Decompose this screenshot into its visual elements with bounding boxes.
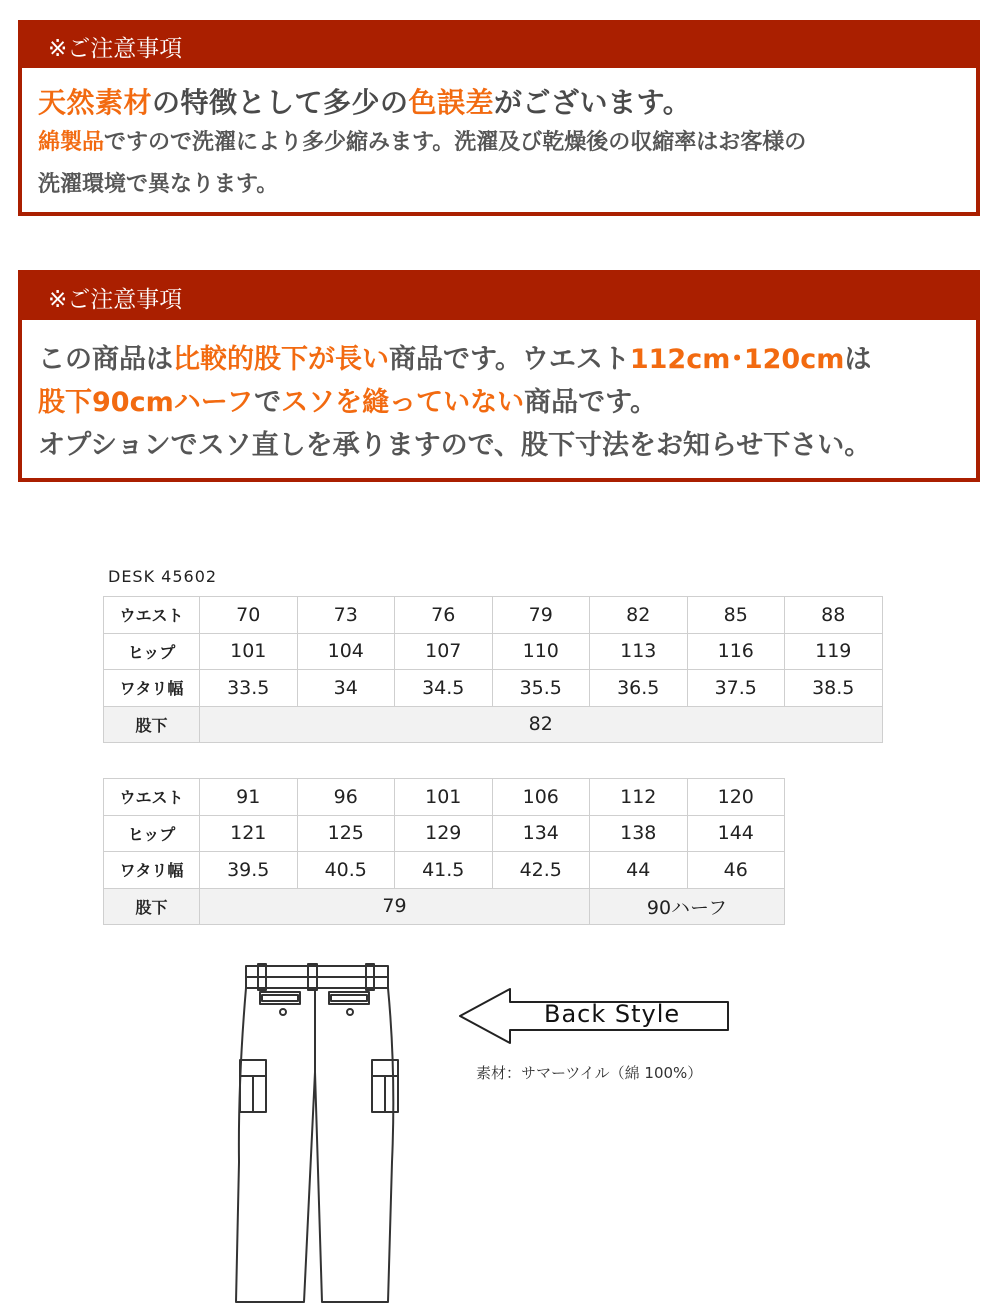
table-cell: 85	[687, 597, 785, 634]
model-number: DESK 45602	[108, 567, 218, 586]
table-row	[104, 706, 883, 742]
row-label: ワタリ幅	[104, 670, 200, 707]
back-style-label: Back Style	[544, 1000, 681, 1028]
table-cell: 120	[687, 779, 785, 816]
table-row	[104, 597, 883, 634]
table-cell: 79	[200, 888, 590, 924]
table-cell: 38.5	[785, 670, 883, 707]
row-label: ワタリ幅	[104, 852, 200, 889]
highlight-text: 112cm･120cm	[629, 344, 845, 375]
table-cell: 40.5	[297, 852, 395, 889]
row-label: ヒップ	[104, 815, 200, 852]
notice-box-material	[18, 20, 980, 216]
table-cell: 33.5	[200, 670, 298, 707]
notice-text: は	[844, 344, 872, 375]
table-cell: 125	[297, 815, 395, 852]
table-cell: 110	[492, 633, 590, 670]
notice-line	[38, 84, 976, 122]
notice-line	[38, 338, 976, 381]
notice-text: ですので洗濯により多少縮みます。洗濯及び乾燥後の収縮率はお客様の	[104, 130, 807, 155]
table-cell: 36.5	[590, 670, 688, 707]
table-row	[104, 852, 785, 889]
table-row	[104, 670, 883, 707]
table-cell: 88	[785, 597, 883, 634]
notice-box-inseam	[18, 270, 980, 482]
notice-text: の特徴として多少の	[152, 86, 409, 119]
row-label: 股下	[104, 888, 200, 924]
notice-heading: ※ご注意事項	[22, 274, 976, 320]
table-cell: 76	[395, 597, 493, 634]
row-label: ヒップ	[104, 633, 200, 670]
table-cell: 82	[200, 706, 883, 742]
table-cell: 46	[687, 852, 785, 889]
notice-line: オプションでスソ直しを承りますので、股下寸法をお知らせ下さい。	[38, 430, 872, 461]
highlight-text: 股下90cmハーフ	[38, 387, 255, 418]
table-row	[104, 779, 785, 816]
table-cell: 44	[590, 852, 688, 889]
notice-text: 商品です。ウエスト	[389, 344, 630, 375]
notice-line: 洗濯環境で異なります。	[38, 172, 279, 197]
pants-back-illustration	[226, 962, 406, 1308]
size-table-2	[103, 778, 785, 925]
table-cell: 119	[785, 633, 883, 670]
table-cell: 96	[297, 779, 395, 816]
table-row	[104, 815, 785, 852]
notice-text: がございます。	[494, 86, 692, 119]
table-cell: 121	[200, 815, 298, 852]
table-cell: 37.5	[687, 670, 785, 707]
highlight-text: 天然素材	[38, 86, 153, 119]
table-cell: 113	[590, 633, 688, 670]
table-cell: 34.5	[395, 670, 493, 707]
table-cell: 73	[297, 597, 395, 634]
table-cell: 138	[590, 815, 688, 852]
table-cell: 41.5	[395, 852, 493, 889]
table-cell: 42.5	[492, 852, 590, 889]
table-cell: 116	[687, 633, 785, 670]
table-cell: 106	[492, 779, 590, 816]
notice-text: で	[254, 387, 282, 418]
highlight-text: 比較的股下が長い	[173, 344, 389, 375]
table-cell: 144	[687, 815, 785, 852]
table-cell: 107	[395, 633, 493, 670]
table-cell: 82	[590, 597, 688, 634]
notice-heading: ※ご注意事項	[22, 24, 976, 68]
row-label: 股下	[104, 706, 200, 742]
highlight-text: 綿製品	[38, 130, 105, 155]
highlight-text: スソを縫っていない	[281, 387, 525, 418]
table-cell: 112	[590, 779, 688, 816]
table-cell: 79	[492, 597, 590, 634]
size-table-1	[103, 596, 883, 743]
table-row	[104, 888, 785, 924]
material-text: 素材：サマーツイル（綿 100%）	[476, 1064, 703, 1082]
row-label: ウエスト	[104, 597, 200, 634]
notice-text: この商品は	[38, 344, 173, 375]
table-cell: 101	[395, 779, 493, 816]
table-cell: 129	[395, 815, 493, 852]
table-cell: 91	[200, 779, 298, 816]
row-label: ウエスト	[104, 779, 200, 816]
table-cell: 90ハーフ	[590, 888, 785, 924]
highlight-text: 色誤差	[408, 86, 495, 119]
table-cell: 35.5	[492, 670, 590, 707]
table-cell: 39.5	[200, 852, 298, 889]
table-row	[104, 633, 883, 670]
notice-text: 商品です。	[524, 387, 658, 418]
table-cell: 70	[200, 597, 298, 634]
table-cell: 134	[492, 815, 590, 852]
table-cell: 104	[297, 633, 395, 670]
notice-line	[38, 381, 976, 424]
table-cell: 101	[200, 633, 298, 670]
notice-line	[38, 122, 976, 164]
table-cell: 34	[297, 670, 395, 707]
